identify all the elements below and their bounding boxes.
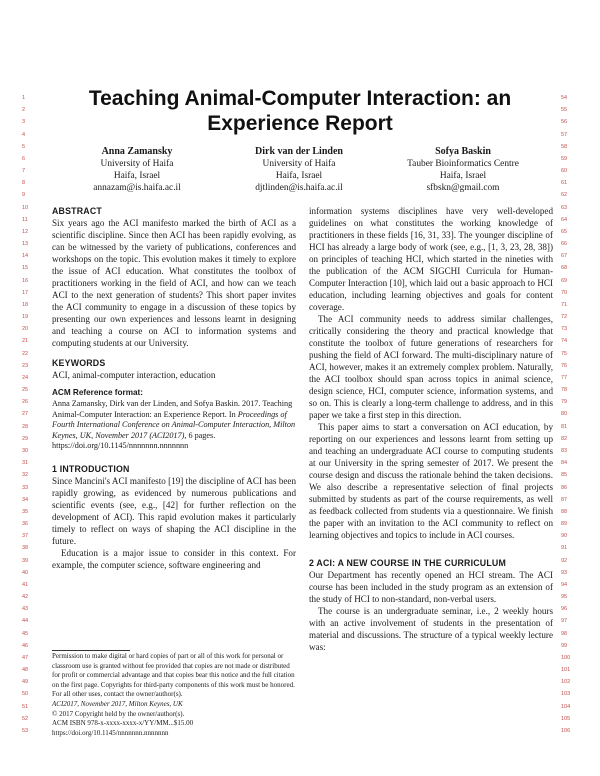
line-number: 35: [22, 508, 29, 515]
acm-reference-venue: Proceedings of Fourth International Conference on Animal-Computer Interaction, Milton Keynes, UK, November 2017 (ACI2017),: [52, 409, 296, 440]
line-number: 26: [22, 399, 29, 406]
line-number: 4: [22, 131, 26, 138]
section-1-heading: 1 INTRODUCTION: [52, 463, 130, 474]
line-number: 24: [22, 374, 29, 381]
line-number: 10: [22, 204, 29, 211]
line-number: 49: [22, 679, 29, 686]
line-number: 30: [22, 447, 29, 454]
right-column: [309, 205, 553, 653]
line-number: 74: [561, 338, 568, 345]
footnote-divider: [52, 650, 130, 651]
line-number: 18: [22, 301, 29, 308]
line-number: 93: [561, 569, 568, 576]
line-number: 101: [561, 667, 571, 674]
line-number: 89: [561, 521, 568, 528]
author-name: Anna Zamansky: [101, 146, 173, 157]
line-number: 71: [561, 301, 568, 308]
line-number: 50: [22, 691, 29, 698]
author-3: [378, 146, 548, 194]
footnote-isbn: ACM ISBN 978-x-xxxx-xxxx-x/YY/MM...$15.00: [52, 719, 194, 728]
acm-reference-heading: ACM Reference format:: [52, 388, 143, 397]
line-number: 48: [22, 667, 29, 674]
author-email: sfbskn@gmail.com: [426, 183, 500, 193]
line-number: 22: [22, 350, 29, 357]
line-number: 44: [22, 618, 29, 625]
line-number: 79: [561, 399, 568, 406]
author-affiliation: University of Haifa: [262, 159, 336, 169]
author-2: [214, 146, 384, 194]
author-name: Dirk van der Linden: [255, 146, 343, 157]
author-location: Haifa, Israel: [275, 171, 323, 181]
line-number: 46: [22, 642, 29, 649]
line-number: 77: [561, 374, 568, 381]
line-number: 72: [561, 314, 568, 321]
line-number: 36: [22, 521, 29, 528]
footnote-permission: Permission to make digital or hard copies of part or all of this work for personal or classroom use is granted without fee provided that copies are not made or distributed for profit or commercial advantage and that copies bear this notice and the full citation on the first page. Copyrights for third-party components of this work must be honored. For all other uses, contact the owner/author(s).: [52, 652, 295, 699]
line-number: 59: [561, 155, 568, 162]
line-number: 60: [561, 168, 568, 175]
line-number: 81: [561, 423, 568, 430]
line-number: 37: [22, 533, 29, 540]
line-number: 65: [561, 228, 568, 235]
line-number: 55: [561, 107, 568, 114]
line-number: 23: [22, 362, 29, 369]
line-number: 80: [561, 411, 568, 418]
keywords-heading: KEYWORDS: [52, 358, 106, 368]
line-number: 15: [22, 265, 29, 272]
author-affiliation: Tauber Bioinformatics Centre: [407, 159, 519, 169]
line-number: 7: [22, 168, 26, 175]
author-name: Sofya Baskin: [435, 146, 491, 157]
line-number: 33: [22, 484, 29, 491]
line-number: 100: [561, 654, 571, 661]
line-number: 45: [22, 630, 29, 637]
right-paragraph-1: information systems disciplines have very well-developed guidelines on what constitutes the working knowledge of practitioners in these fields [16, 31, 33]. The younger discipline of HCI has already a large body of work (see, e.g., [1, 3, 23, 28, 38]) on principles of teaching HCI, which started in the nineties with the publication of the ACM SIGCHI Curricula for Human-Computer Interaction [10], which laid out a basic approach to HCI education, including learning objectives and goals for content coverage.: [309, 206, 553, 312]
author-1: [52, 146, 222, 194]
line-number: 88: [561, 508, 568, 515]
author-block: [52, 146, 548, 196]
line-number: 3: [22, 119, 26, 126]
line-number: 58: [561, 143, 568, 150]
line-number: 63: [561, 204, 568, 211]
line-number: 90: [561, 533, 568, 540]
line-number: 42: [22, 594, 29, 601]
abstract-heading: ABSTRACT: [52, 206, 102, 216]
line-numbers-left: [22, 92, 28, 737]
line-number: 17: [22, 289, 29, 296]
line-number: 67: [561, 253, 568, 260]
line-number: 39: [22, 557, 29, 564]
line-number: 41: [22, 581, 29, 588]
line-number: 103: [561, 691, 571, 698]
line-number: 28: [22, 423, 29, 430]
line-number: 51: [22, 703, 29, 710]
line-number: 19: [22, 314, 29, 321]
line-number: 94: [561, 581, 568, 588]
section-1-paragraph-1: Since Mancini's ACI manifesto [19] the discipline of ACI has been rapidly growing, as evidenced by numerous publications and scientific events (see, e.g., [42] for further reflection on the development of ACI). This rapid evolution makes it particularly timely to reflect on ways of shaping the ACI discipline in the future.: [52, 475, 296, 546]
line-number: 96: [561, 606, 568, 613]
line-number: 98: [561, 630, 568, 637]
line-number: 40: [22, 569, 29, 576]
footnote: [52, 652, 296, 738]
line-number: 86: [561, 484, 568, 491]
line-number: 69: [561, 277, 568, 284]
line-number: 34: [22, 496, 29, 503]
acm-reference-authors: Anna Zamansky, Dirk van der Linden, and Sofya Baskin. 2017. Teaching Animal-Computer Interaction: an Experience Report. In: [52, 399, 293, 419]
line-number: 75: [561, 350, 568, 357]
line-number: 62: [561, 192, 568, 199]
line-numbers-right: [561, 92, 570, 737]
line-number: 32: [22, 472, 29, 479]
right-paragraph-2: The ACI community needs to address similar challenges, critically considering the theory and practical knowledge that constitute the toolbox of future generations of researchers for pushing the field of ACI forward. The multi-disciplinary nature of ACI, however, makes it an extremely complex problem. Naturally, the ACI toolbox should span across topics in animal science, design science, HCI, computer science, information systems, and so on. This is clearly a long-term challenge to address, and in this paper we take a first step in this direction.: [309, 314, 553, 420]
line-number: 27: [22, 411, 29, 418]
line-number: 6: [22, 155, 26, 162]
line-number: 2: [22, 107, 26, 114]
section-2-paragraph-1: Our Department has recently opened an HCI stream. The ACI course has been included in the study program as an extension of the study of HCI to non-standard, non-verbal users.: [309, 570, 553, 604]
line-number: 31: [22, 460, 29, 467]
line-number: 16: [22, 277, 29, 284]
acm-reference-text: [52, 399, 296, 452]
line-number: 99: [561, 642, 568, 649]
line-number: 54: [561, 95, 568, 101]
line-number: 43: [22, 606, 29, 613]
footnote-venue: ACI2017, November 2017, Milton Keynes, UK: [52, 699, 183, 708]
line-number: 29: [22, 435, 29, 442]
line-number: 9: [22, 192, 26, 199]
line-number: 64: [561, 216, 568, 223]
line-number: 21: [22, 338, 29, 345]
author-email: djtlinden@is.haifa.ac.il: [255, 183, 343, 193]
line-number: 61: [561, 180, 568, 187]
line-number: 85: [561, 472, 568, 479]
line-number: 78: [561, 387, 568, 394]
line-number: 84: [561, 460, 568, 467]
line-number: 38: [22, 545, 29, 552]
author-affiliation: University of Haifa: [100, 159, 174, 169]
author-location: Haifa, Israel: [439, 171, 487, 181]
line-number: 76: [561, 362, 568, 369]
line-number: 92: [561, 557, 568, 564]
section-2-paragraph-2: The course is an undergraduate seminar, i.e., 2 weekly hours with an active involvement of students in the presentation of material and discussions. The structure of a typical weekly lecture was:: [309, 606, 553, 652]
footnote-copyright: © 2017 Copyright held by the owner/author(s).: [52, 709, 185, 718]
left-column: [52, 205, 296, 571]
line-number: 25: [22, 387, 29, 394]
line-number: 14: [22, 253, 29, 260]
line-number: 95: [561, 594, 568, 601]
keywords-text: ACI, animal-computer interaction, education: [52, 370, 216, 380]
line-number: 66: [561, 241, 568, 248]
author-location: Haifa, Israel: [113, 171, 161, 181]
line-number: 73: [561, 326, 568, 333]
line-number: 91: [561, 545, 568, 552]
line-number: 83: [561, 447, 568, 454]
line-number: 68: [561, 265, 568, 272]
line-number: 53: [22, 727, 29, 734]
right-paragraph-3: This paper aims to start a conversation on ACI education, by reporting on our experiences and lessons learnt from setting up and teaching an undergraduate ACI course to computing students at our University in the spring semester of 2017. We present the course design and discuss the rationale behind the taken decisions. We also describe a representative selection of final projects submitted by students as part of the course requirements, as well as feedback collected from students via a questionnaire. We finish the paper with an invitation to the ACI community to reflect on learning objectives and topics to include in ACI courses.: [309, 422, 553, 540]
paper-title: Teaching Animal-Computer Interaction: an Experience Report: [88, 87, 512, 135]
line-number: 97: [561, 618, 568, 625]
line-number: 102: [561, 679, 571, 686]
section-2-heading: 2 ACI: A NEW COURSE IN THE CURRICULUM: [309, 558, 507, 568]
line-number: 1: [22, 95, 26, 101]
line-number: 12: [22, 228, 29, 235]
abstract-text: Six years ago the ACI manifesto marked the birth of ACI as a scientific discipline. Since then ACI has been rapidly evolving, as can be witnessed by the variety of publications, conferences and workshops on the topic. This evolution makes it timely to explore the issue of ACI education. What constitutes the toolbox of practitioners working in the field of ACI, and how can we teach ACI to the next generation of students? This short paper invites the ACI community to engage in a discussion of these topics by presenting our own experiences and lessons learnt in designing and teaching a course on ACI to information systems and computing students at our University.: [52, 218, 296, 348]
line-number: 20: [22, 326, 29, 333]
line-number: 8: [22, 180, 26, 187]
footnote-doi: https://doi.org/10.1145/nnnnnnn.nnnnnnn: [52, 728, 169, 737]
line-number: 87: [561, 496, 568, 503]
line-number: 11: [22, 216, 28, 223]
line-number: 104: [561, 703, 571, 710]
line-number: 57: [561, 131, 568, 138]
line-number: 52: [22, 715, 29, 722]
line-number: 82: [561, 435, 568, 442]
line-number: 70: [561, 289, 568, 296]
section-1-paragraph-2: Education is a major issue to consider in this context. For example, the computer science, software engineering and: [52, 547, 296, 570]
line-number: 106: [561, 727, 571, 734]
line-number: 13: [22, 241, 29, 248]
line-number: 5: [22, 143, 26, 150]
line-number: 105: [561, 715, 571, 722]
acm-reference-pages: 6 pages. https://doi.org/10.1145/nnnnnnn.nnnnnnn: [52, 430, 216, 450]
line-number: 47: [22, 654, 29, 661]
line-number: 56: [561, 119, 568, 126]
author-email: annazam@is.haifa.ac.il: [93, 183, 181, 193]
